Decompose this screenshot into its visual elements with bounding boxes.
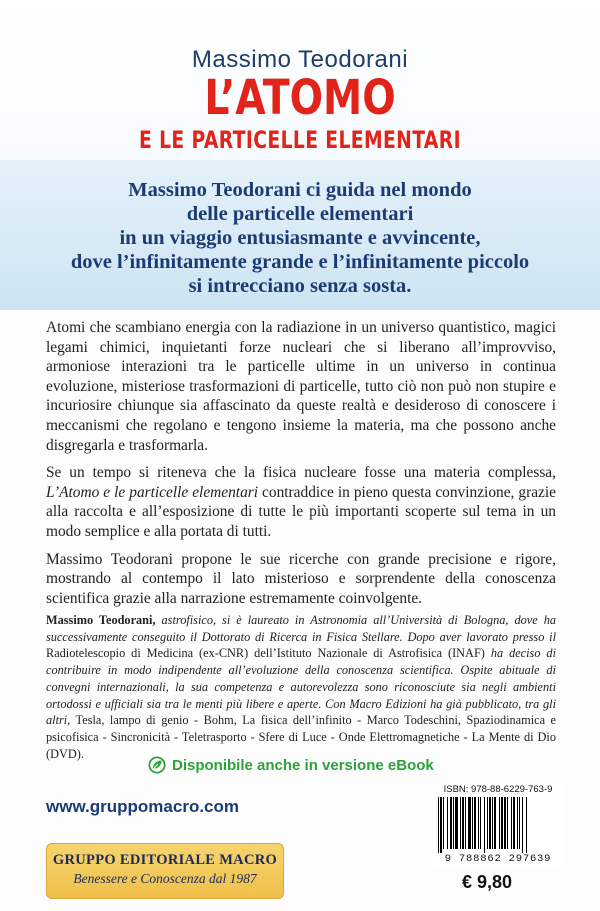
tagline-line: delle particelle elementari [186, 203, 414, 225]
ebook-leaf-icon [148, 756, 166, 774]
barcode-bar [440, 797, 442, 853]
tagline-band [0, 160, 600, 310]
barcode-bar [499, 797, 500, 849]
barcode-bar [526, 797, 527, 853]
barcode-bar [522, 797, 523, 853]
barcode-bar [487, 797, 488, 849]
barcode-bar [507, 797, 508, 849]
barcode-bars [436, 797, 560, 853]
barcode-bar [478, 797, 479, 849]
barcode-bar [480, 797, 481, 849]
tagline-line: dove l’infinitamente grande e l’infinitamente piccolo [70, 251, 530, 273]
barcode-bar [447, 797, 448, 849]
barcode-bar [513, 797, 515, 849]
barcode-bar [511, 797, 512, 849]
cover-header [0, 0, 600, 160]
barcode-bar [438, 797, 439, 853]
barcode-bar [462, 797, 464, 849]
barcode-bar [494, 797, 496, 849]
barcode-bar [460, 797, 461, 849]
bio-author-name: Massimo Teodorani, [46, 613, 156, 627]
barcode-bar [519, 797, 520, 849]
publisher-box [46, 843, 284, 899]
barcode-bar [501, 797, 503, 849]
tagline-line: in un viaggio entusiasmante e avvincente, [119, 227, 481, 249]
barcode-bar [455, 797, 458, 849]
barcode-bar [450, 797, 452, 849]
bio-text: Radiotelescopio di Medicina (ex-CNR) dell’Istituto Nazionale di Astrofisica (INAF) [46, 646, 491, 661]
barcode-bar [484, 797, 485, 853]
book-subtitle: E LE PARTICELLE ELEMENTARI [139, 126, 461, 154]
tagline-line: Massimo Teodorani ci guida nel mondo [128, 179, 472, 201]
paragraph-text: contraddice in pieno questa convinzione, grazie alla raccolta e all’esposizione di tutte le più importanti scoperte sul tema in un modo semplice e alla portata di tutti. [46, 483, 556, 540]
barcode-bar [443, 797, 444, 849]
author-name: Massimo Teodorani [191, 46, 409, 73]
website-link[interactable]: www.gruppomacro.com [46, 797, 240, 816]
description-paragraph: Atomi che scambiano energia con la radiazione in un universo quantistico, magici legami chimici, inquietanti forze nucleari che si liberano all’improvviso, armoniose interazioni tra le particelle ultime in un universo in continua evoluzione, misteriose trasformazioni di particelle, tutto ciò non può non stupire e incuriosire chiunque sia affascinato da queste realtà e desideroso di conoscere i meccanismi che regolano e tengono insieme la materia, ma che possono anche disgregarla e trasformarla. [46, 319, 556, 454]
bio-book-list: Tesla, lampo di genio - Bohm, La fisica dell’infinito - Marco Todeschini, Spaziodinamica e psicofisica - Sincronicità - Teletrasporto - Sfere di Luce - Onde Elettromagnetiche - La Mente di Dio (DVD). [46, 713, 556, 761]
author-bio [46, 612, 556, 762]
barcode-bar [465, 797, 466, 849]
description-paragraph: Massimo Teodorani propone le sue ricerche con grande precisione e rigore, mostrando al contempo il lato misterioso e sorprendente della conoscenza scientifica grazie alla narrazione estremamente coinvolgente. [46, 550, 556, 607]
paragraph-text: Se un tempo si riteneva che la fisica nucleare fosse una materia complessa, [46, 464, 556, 482]
price: € 9,80 [462, 872, 513, 892]
barcode-bar [504, 797, 506, 849]
description [46, 318, 556, 616]
book-title-italic: L’Atomo e le particelle elementari [46, 483, 259, 501]
publisher-tagline: Benessere e Conoscenza dal 1987 [73, 871, 257, 886]
publisher-name: GRUPPO EDITORIALE MACRO [52, 852, 278, 868]
book-title: L’ATOMO [204, 70, 396, 126]
isbn-label: ISBN: 978-88-6229-763-9 [443, 784, 553, 795]
barcode-bar [474, 797, 476, 849]
bio-text: ha deciso di contribuire in modo indipendente all’evoluzione della conoscenza scientifica. Ospite abituale di convegni internazionali, la sua competenza e autorevolezza sono riconosciute sia negli ambienti ortodossi e ufficiali sia tra le menti più libere e aperte. Con Macro Edizioni ha già pubblicato, tra gli altri, [46, 646, 556, 728]
barcode-bar [468, 797, 471, 849]
barcode-bar [489, 797, 491, 849]
ebook-notice [148, 756, 434, 774]
barcode [432, 784, 564, 866]
tagline-line: si intrecciano senza sosta. [188, 275, 412, 297]
barcode-bar [453, 797, 454, 849]
barcode-bar [517, 797, 518, 849]
bio-text: astrofisico, si è laureato in Astronomia all’Università di Bologna, dove ha successivamente conseguito il Dottorato di Ricerca in Fisica Stellare. Dopo aver lavorato presso il [46, 613, 556, 644]
description-paragraph [46, 463, 556, 541]
ebook-label: Disponibile anche in versione eBook [172, 756, 434, 774]
barcode-bar [472, 797, 473, 849]
ean-number: 9 788862 297639 [444, 853, 552, 865]
barcode-bar [492, 797, 493, 849]
